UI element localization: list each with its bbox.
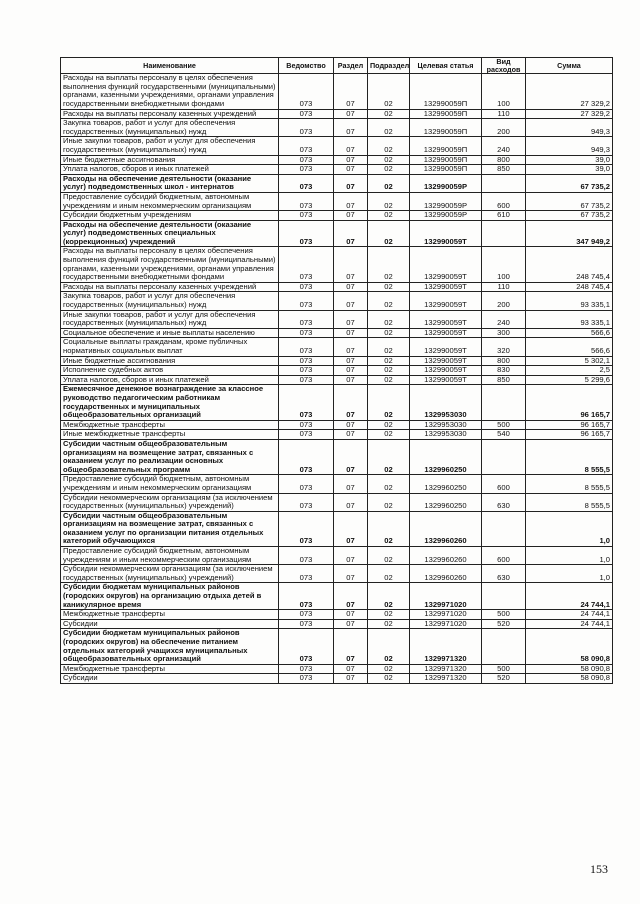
cell-amount: 58 090,8: [526, 629, 613, 664]
cell-section: 07: [334, 610, 368, 620]
cell-target: 132990059П: [410, 137, 482, 155]
cell-dept: 073: [279, 165, 334, 175]
table-body: [61, 74, 613, 684]
cell-name: Расходы на выплаты персоналу казенных учреждений: [61, 109, 279, 119]
cell-exp-type: 100: [482, 74, 526, 109]
cell-target: 132990059Т: [410, 375, 482, 385]
cell-dept: 073: [279, 247, 334, 282]
cell-target: 132990059Т: [410, 328, 482, 338]
cell-amount: 96 165,7: [526, 430, 613, 440]
cell-section: 07: [334, 119, 368, 137]
cell-target: 1329953030: [410, 430, 482, 440]
cell-subsection: 02: [368, 338, 410, 356]
cell-name: Исполнение судебных актов: [61, 366, 279, 376]
cell-amount: 1,0: [526, 565, 613, 583]
cell-target: 132990059Т: [410, 220, 482, 247]
cell-name: Иные бюджетные ассигнования: [61, 155, 279, 165]
cell-section: 07: [334, 109, 368, 119]
cell-name: Ежемесячное денежное вознаграждение за классное руководство педагогическим работникам государственных и муниципальных общеобразовательных организаций: [61, 385, 279, 420]
cell-dept: 073: [279, 137, 334, 155]
cell-exp-type: 110: [482, 282, 526, 292]
cell-subsection: 02: [368, 247, 410, 282]
cell-dept: 073: [279, 664, 334, 674]
cell-exp-type: 300: [482, 328, 526, 338]
cell-name: Субсидии: [61, 619, 279, 629]
cell-target: 1329971020: [410, 619, 482, 629]
cell-name: Уплата налогов, сборов и иных платежей: [61, 165, 279, 175]
table-row: [61, 366, 613, 376]
cell-section: 07: [334, 430, 368, 440]
cell-name: Субсидии некоммерческим организациям (за исключением государственных (муниципальных) учреждений): [61, 565, 279, 583]
cell-amount: 949,3: [526, 137, 613, 155]
cell-amount: 2,5: [526, 366, 613, 376]
cell-subsection: 02: [368, 511, 410, 546]
table-row: [61, 165, 613, 175]
cell-exp-type: [482, 583, 526, 610]
cell-amount: 5 299,6: [526, 375, 613, 385]
header-target: Целевая статья: [410, 58, 482, 74]
cell-exp-type: [482, 220, 526, 247]
cell-exp-type: 110: [482, 109, 526, 119]
cell-dept: 073: [279, 192, 334, 210]
cell-name: Субсидии частным общеобразовательным организациям на возмещение затрат, связанных с оказанием услуг по организации питания отдельных категорий обучающихся: [61, 511, 279, 546]
cell-amount: 5 302,1: [526, 356, 613, 366]
cell-amount: 24 744,1: [526, 583, 613, 610]
cell-subsection: 02: [368, 119, 410, 137]
table-row: [61, 610, 613, 620]
cell-section: 07: [334, 247, 368, 282]
table-row: [61, 583, 613, 610]
cell-name: Межбюджетные трансферты: [61, 420, 279, 430]
cell-exp-type: 240: [482, 310, 526, 328]
cell-exp-type: 200: [482, 292, 526, 310]
cell-exp-type: 610: [482, 211, 526, 221]
cell-target: 132990059Т: [410, 247, 482, 282]
cell-exp-type: 630: [482, 565, 526, 583]
cell-subsection: 02: [368, 137, 410, 155]
cell-subsection: 02: [368, 475, 410, 493]
header-subsection: Подраздел: [368, 58, 410, 74]
cell-amount: 67 735,2: [526, 192, 613, 210]
cell-dept: 073: [279, 155, 334, 165]
cell-subsection: 02: [368, 420, 410, 430]
cell-name: Расходы на обеспечение деятельности (оказание услуг) подведомственных специальных (коррекционных) учреждений: [61, 220, 279, 247]
budget-table: [60, 57, 613, 684]
cell-amount: 8 555,5: [526, 475, 613, 493]
cell-dept: 073: [279, 619, 334, 629]
table-row: [61, 119, 613, 137]
cell-exp-type: 200: [482, 119, 526, 137]
cell-target: 1329960260: [410, 565, 482, 583]
cell-amount: 39,0: [526, 165, 613, 175]
cell-section: 07: [334, 547, 368, 565]
cell-name: Иные межбюджетные трансферты: [61, 430, 279, 440]
cell-name: Расходы на обеспечение деятельности (оказание услуг) подведомственных школ - интернатов: [61, 174, 279, 192]
cell-name: Социальные выплаты гражданам, кроме публичных нормативных социальных выплат: [61, 338, 279, 356]
cell-target: 132990059П: [410, 119, 482, 137]
cell-name: Субсидии бюджетным учреждениям: [61, 211, 279, 221]
table-row: [61, 220, 613, 247]
cell-amount: 24 744,1: [526, 619, 613, 629]
cell-name: Субсидии: [61, 674, 279, 684]
cell-target: 1329971020: [410, 610, 482, 620]
cell-amount: 347 949,2: [526, 220, 613, 247]
cell-exp-type: 500: [482, 664, 526, 674]
cell-exp-type: 800: [482, 356, 526, 366]
cell-dept: 073: [279, 328, 334, 338]
cell-section: 07: [334, 310, 368, 328]
table-header: [61, 58, 613, 74]
cell-section: 07: [334, 165, 368, 175]
cell-section: 07: [334, 328, 368, 338]
cell-subsection: 02: [368, 356, 410, 366]
cell-name: Уплата налогов, сборов и иных платежей: [61, 375, 279, 385]
cell-section: 07: [334, 565, 368, 583]
cell-exp-type: [482, 174, 526, 192]
cell-section: 07: [334, 338, 368, 356]
cell-dept: 073: [279, 511, 334, 546]
cell-target: 1329953030: [410, 420, 482, 430]
cell-target: 1329960260: [410, 511, 482, 546]
cell-section: 07: [334, 619, 368, 629]
cell-section: 07: [334, 292, 368, 310]
cell-exp-type: 320: [482, 338, 526, 356]
cell-dept: 073: [279, 74, 334, 109]
cell-section: 07: [334, 475, 368, 493]
cell-amount: 27 329,2: [526, 74, 613, 109]
table-row: [61, 338, 613, 356]
cell-target: 132990059Т: [410, 356, 482, 366]
cell-name: Расходы на выплаты персоналу в целях обеспечения выполнения функций государственными (муниципальными) органами, казенными учреждениями, органами управления государственными внебюджетными фондами: [61, 247, 279, 282]
cell-dept: 073: [279, 174, 334, 192]
cell-subsection: 02: [368, 192, 410, 210]
table-row: [61, 475, 613, 493]
cell-amount: 1,0: [526, 511, 613, 546]
cell-section: 07: [334, 356, 368, 366]
cell-target: 132990059Р: [410, 211, 482, 221]
cell-subsection: 02: [368, 629, 410, 664]
table-row: [61, 547, 613, 565]
cell-subsection: 02: [368, 328, 410, 338]
table-row: [61, 674, 613, 684]
cell-dept: 073: [279, 310, 334, 328]
cell-dept: 073: [279, 547, 334, 565]
cell-amount: 248 745,4: [526, 282, 613, 292]
header-name: Наименование: [61, 58, 279, 74]
cell-exp-type: 520: [482, 674, 526, 684]
cell-target: 132990059Р: [410, 192, 482, 210]
cell-section: 07: [334, 74, 368, 109]
cell-exp-type: [482, 439, 526, 474]
cell-name: Иные бюджетные ассигнования: [61, 356, 279, 366]
cell-dept: 073: [279, 475, 334, 493]
cell-dept: 073: [279, 493, 334, 511]
table-row: [61, 439, 613, 474]
cell-name: Межбюджетные трансферты: [61, 664, 279, 674]
cell-name: Субсидии бюджетам муниципальных районов (городских округов) на организацию отдыха детей в каникулярное время: [61, 583, 279, 610]
cell-exp-type: 540: [482, 430, 526, 440]
cell-name: Иные закупки товаров, работ и услуг для обеспечения государственных (муниципальных) нужд: [61, 310, 279, 328]
cell-subsection: 02: [368, 174, 410, 192]
cell-section: 07: [334, 192, 368, 210]
cell-dept: 073: [279, 119, 334, 137]
cell-subsection: 02: [368, 74, 410, 109]
cell-dept: 073: [279, 565, 334, 583]
cell-target: 1329971320: [410, 674, 482, 684]
table-row: [61, 74, 613, 109]
cell-exp-type: 500: [482, 420, 526, 430]
cell-exp-type: 500: [482, 610, 526, 620]
cell-subsection: 02: [368, 375, 410, 385]
cell-amount: 96 165,7: [526, 420, 613, 430]
header-dept: Ведомство: [279, 58, 334, 74]
cell-dept: 073: [279, 610, 334, 620]
cell-exp-type: 600: [482, 475, 526, 493]
cell-section: 07: [334, 211, 368, 221]
cell-subsection: 02: [368, 674, 410, 684]
cell-exp-type: 600: [482, 547, 526, 565]
cell-amount: 566,6: [526, 338, 613, 356]
cell-section: 07: [334, 439, 368, 474]
table-row: [61, 137, 613, 155]
cell-section: 07: [334, 674, 368, 684]
cell-subsection: 02: [368, 220, 410, 247]
cell-amount: 1,0: [526, 547, 613, 565]
cell-target: 132990059П: [410, 74, 482, 109]
cell-name: Предоставление субсидий бюджетным, автономным учреждениям и иным некоммерческим организациям: [61, 475, 279, 493]
cell-name: Субсидии бюджетам муниципальных районов (городских округов) на обеспечение питанием отдельных категорий учащихся муниципальных общеобразовательных организаций: [61, 629, 279, 664]
cell-exp-type: 850: [482, 375, 526, 385]
cell-name: Предоставление субсидий бюджетным, автономным учреждениям и иным некоммерческим организациям: [61, 547, 279, 565]
table-row: [61, 511, 613, 546]
cell-amount: 96 165,7: [526, 385, 613, 420]
cell-subsection: 02: [368, 155, 410, 165]
table-row: [61, 292, 613, 310]
cell-amount: 39,0: [526, 155, 613, 165]
cell-name: Субсидии некоммерческим организациям (за исключением государственных (муниципальных) учреждений): [61, 493, 279, 511]
cell-name: Расходы на выплаты персоналу в целях обеспечения выполнения функций государственными (муниципальными) органами, казенными учреждениями, органами управления государственными внебюджетными фондами: [61, 74, 279, 109]
cell-dept: 073: [279, 220, 334, 247]
cell-section: 07: [334, 583, 368, 610]
table-row: [61, 664, 613, 674]
cell-section: 07: [334, 137, 368, 155]
table-row: [61, 629, 613, 664]
cell-subsection: 02: [368, 310, 410, 328]
table-row: [61, 211, 613, 221]
cell-exp-type: [482, 511, 526, 546]
cell-name: Субсидии частным общеобразовательным организациям на возмещение затрат, связанных с оказанием услуг по реализации основных общеобразовательных программ: [61, 439, 279, 474]
cell-dept: 073: [279, 629, 334, 664]
table-row: [61, 310, 613, 328]
cell-dept: 073: [279, 439, 334, 474]
cell-subsection: 02: [368, 664, 410, 674]
cell-section: 07: [334, 375, 368, 385]
cell-subsection: 02: [368, 565, 410, 583]
cell-target: 132990059Т: [410, 310, 482, 328]
cell-amount: 949,3: [526, 119, 613, 137]
cell-amount: 8 555,5: [526, 439, 613, 474]
cell-amount: 58 090,8: [526, 674, 613, 684]
page-number: 153: [590, 862, 608, 876]
cell-target: 132990059Т: [410, 366, 482, 376]
table-row: [61, 192, 613, 210]
cell-amount: 566,6: [526, 328, 613, 338]
cell-target: 1329971320: [410, 664, 482, 674]
cell-dept: 073: [279, 674, 334, 684]
cell-exp-type: 240: [482, 137, 526, 155]
cell-dept: 073: [279, 109, 334, 119]
cell-section: 07: [334, 664, 368, 674]
cell-amount: 93 335,1: [526, 292, 613, 310]
cell-name: Закупка товаров, работ и услуг для обеспечения государственных (муниципальных) нужд: [61, 119, 279, 137]
cell-exp-type: 630: [482, 493, 526, 511]
cell-subsection: 02: [368, 439, 410, 474]
cell-target: 1329971020: [410, 583, 482, 610]
cell-subsection: 02: [368, 547, 410, 565]
cell-subsection: 02: [368, 619, 410, 629]
table-row: [61, 565, 613, 583]
cell-subsection: 02: [368, 610, 410, 620]
cell-target: 132990059П: [410, 155, 482, 165]
cell-dept: 073: [279, 338, 334, 356]
cell-target: 132990059Т: [410, 338, 482, 356]
cell-dept: 073: [279, 282, 334, 292]
cell-amount: 8 555,5: [526, 493, 613, 511]
cell-subsection: 02: [368, 211, 410, 221]
cell-amount: 248 745,4: [526, 247, 613, 282]
table-row: [61, 247, 613, 282]
cell-subsection: 02: [368, 109, 410, 119]
cell-dept: 073: [279, 430, 334, 440]
cell-section: 07: [334, 282, 368, 292]
cell-dept: 073: [279, 211, 334, 221]
cell-section: 07: [334, 420, 368, 430]
cell-section: 07: [334, 220, 368, 247]
cell-name: Предоставление субсидий бюджетным, автономным учреждениям и иным некоммерческим организациям: [61, 192, 279, 210]
cell-target: 132990059Т: [410, 292, 482, 310]
table-row: [61, 174, 613, 192]
cell-exp-type: [482, 385, 526, 420]
cell-exp-type: 850: [482, 165, 526, 175]
cell-exp-type: 600: [482, 192, 526, 210]
cell-name: Закупка товаров, работ и услуг для обеспечения государственных (муниципальных) нужд: [61, 292, 279, 310]
cell-dept: 073: [279, 356, 334, 366]
cell-target: 132990059Т: [410, 282, 482, 292]
cell-section: 07: [334, 511, 368, 546]
cell-target: 132990059П: [410, 165, 482, 175]
cell-target: 1329953030: [410, 385, 482, 420]
cell-target: 132990059Р: [410, 174, 482, 192]
cell-section: 07: [334, 174, 368, 192]
cell-amount: 67 735,2: [526, 211, 613, 221]
cell-subsection: 02: [368, 430, 410, 440]
cell-subsection: 02: [368, 493, 410, 511]
cell-section: 07: [334, 629, 368, 664]
cell-exp-type: 520: [482, 619, 526, 629]
cell-exp-type: [482, 629, 526, 664]
cell-exp-type: 800: [482, 155, 526, 165]
cell-subsection: 02: [368, 385, 410, 420]
table-row: [61, 385, 613, 420]
table-row: [61, 493, 613, 511]
cell-target: 1329960250: [410, 493, 482, 511]
cell-target: 1329960250: [410, 439, 482, 474]
cell-dept: 073: [279, 583, 334, 610]
cell-amount: 27 329,2: [526, 109, 613, 119]
cell-dept: 073: [279, 385, 334, 420]
cell-exp-type: 830: [482, 366, 526, 376]
table-row: [61, 430, 613, 440]
cell-name: Социальное обеспечение и иные выплаты населению: [61, 328, 279, 338]
cell-name: Расходы на выплаты персоналу казенных учреждений: [61, 282, 279, 292]
cell-subsection: 02: [368, 292, 410, 310]
header-section: Раздел: [334, 58, 368, 74]
cell-dept: 073: [279, 366, 334, 376]
cell-section: 07: [334, 155, 368, 165]
cell-amount: 67 735,2: [526, 174, 613, 192]
cell-dept: 073: [279, 420, 334, 430]
cell-target: 1329960250: [410, 475, 482, 493]
cell-amount: 24 744,1: [526, 610, 613, 620]
header-exp-type: Вид расходов: [482, 58, 526, 74]
cell-section: 07: [334, 366, 368, 376]
cell-exp-type: 100: [482, 247, 526, 282]
cell-subsection: 02: [368, 282, 410, 292]
cell-amount: 58 090,8: [526, 664, 613, 674]
cell-section: 07: [334, 385, 368, 420]
cell-name: Иные закупки товаров, работ и услуг для обеспечения государственных (муниципальных) нужд: [61, 137, 279, 155]
cell-amount: 93 335,1: [526, 310, 613, 328]
cell-name: Межбюджетные трансферты: [61, 610, 279, 620]
cell-subsection: 02: [368, 583, 410, 610]
cell-section: 07: [334, 493, 368, 511]
cell-target: 132990059П: [410, 109, 482, 119]
cell-target: 1329960260: [410, 547, 482, 565]
cell-subsection: 02: [368, 366, 410, 376]
cell-subsection: 02: [368, 165, 410, 175]
cell-dept: 073: [279, 292, 334, 310]
cell-target: 1329971320: [410, 629, 482, 664]
header-amount: Сумма: [526, 58, 613, 74]
cell-dept: 073: [279, 375, 334, 385]
